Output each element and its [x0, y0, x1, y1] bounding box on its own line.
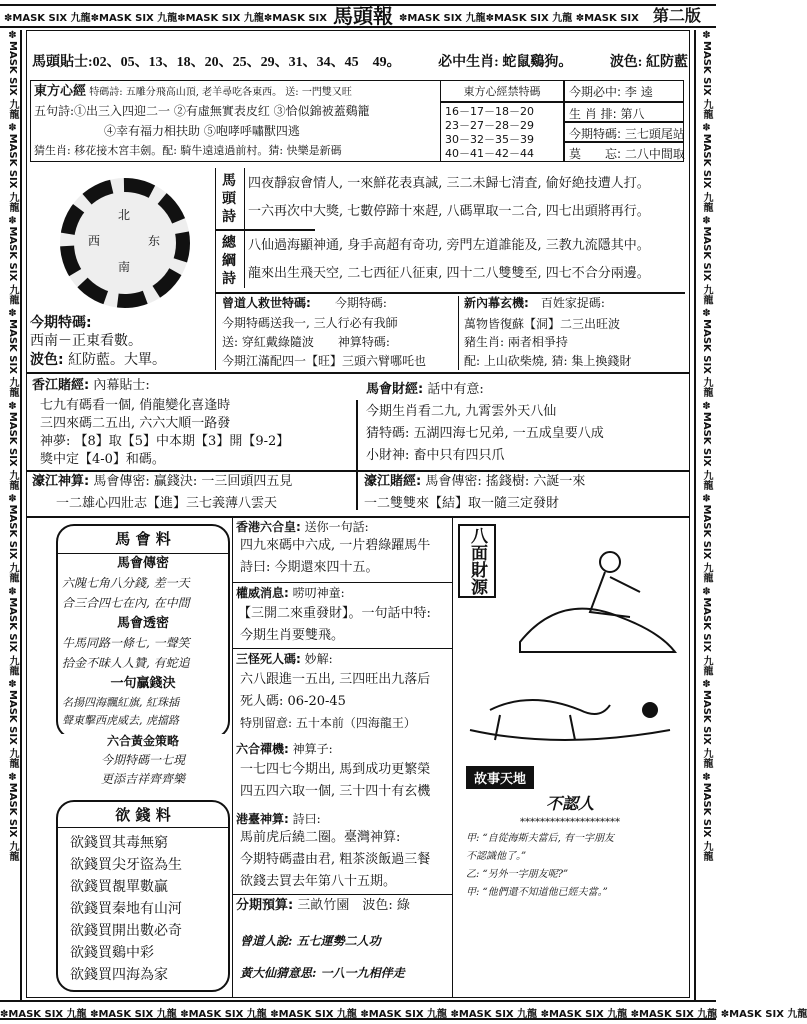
general-poem-label: 總綱詩: [222, 235, 236, 287]
divider: [458, 296, 459, 370]
edition-label: 第二版: [652, 6, 701, 25]
zodiac-label: 必中生肖:: [438, 55, 499, 70]
gangtai-title-text: 港臺神算:: [236, 812, 289, 826]
dongfang-poem: [34, 84, 352, 101]
info-value: 第八: [620, 107, 645, 121]
special-wave-label: 波色:: [30, 352, 64, 368]
tips-label: 馬頭貼士:: [32, 55, 93, 70]
neimu-title-text: 新內幕玄機:: [464, 296, 529, 310]
ban-row: 23－27－28－29: [445, 119, 534, 132]
top-border-strip: [0, 4, 716, 28]
wave-line: [610, 54, 688, 72]
compass-wheel: [60, 178, 190, 308]
compass-west: 西: [88, 234, 101, 248]
haojiang-du-sub: 馬會傳密: 搖錢樹: 六誕一來: [425, 474, 586, 489]
neimu-sub: 百姓家捉碼:: [540, 296, 605, 310]
fenqi-value: 三畝竹園 波色: 綠: [297, 898, 410, 913]
yuqian-item: 欲錢買四海為家: [70, 967, 168, 983]
zeng-line: 今期特碼送我一, 三人行必有我師: [222, 316, 398, 330]
xiangjiang-line: 三四來碼二五出, 六六大順一路發: [40, 416, 231, 431]
zeng-title: [222, 296, 387, 312]
tips-row: [32, 54, 688, 72]
story-line: 甲: “他們還不知道他已經夫當。”: [466, 887, 608, 898]
sanguai-sub: 妙解:: [304, 652, 333, 666]
mahui-liao-line: 今期特碼一七現: [100, 753, 185, 767]
divider: [215, 229, 315, 231]
neimu-title: [464, 296, 605, 312]
story-line: 甲: “自從海斯夫當后, 有一字朋友: [466, 833, 615, 844]
haojiang-shen-title-text: 濠江神算:: [32, 474, 90, 489]
right-border-strip: ✽MASK SIX 九龍 ✽MASK SIX 九龍 ✽MASK SIX 九龍 ✽MASK SIX 九龍 ✽MASK SIX 九龍 ✽MASK SIX 九龍 ✽MASK SIX 九龍 ✽MASK SIX 九龍 ✽MASK SIX 九龍: [694, 30, 714, 1000]
mahui-liao-title: 馬 會 料: [115, 530, 171, 548]
quanwei-line: 【三開二來重發財】。一句話中特:: [238, 606, 431, 621]
horse-poem-line: 四夜靜寂會情人, 一來鮮花表真誠, 三二未歸七清査, 偷好絶技遭人打。: [248, 176, 650, 191]
gangtai-title: [236, 812, 321, 828]
divider: [26, 516, 690, 518]
liuhe-star-line: 四九來碼中六成, 一片碧綠躍馬牛: [240, 538, 431, 553]
yuqian-item: 欲錢買其毒無窮: [70, 835, 168, 851]
xiangjiang-title-text: 香江賭經:: [32, 378, 90, 393]
chanji-title: [236, 742, 333, 758]
sanguai-line: 死人碼: 06-20-45: [240, 694, 346, 709]
info-row: [564, 142, 684, 162]
zengdao-line: 曾道人說: 五七運勢二人功: [240, 934, 381, 948]
divider: [232, 518, 233, 998]
xiangjiang-sub: 內幕貼士:: [93, 378, 150, 393]
yuqian-item: 欲錢買秦地有山河: [70, 901, 182, 917]
info-label: 今期必中:: [569, 85, 622, 99]
chanji-line: 四五四六取一個, 三十四十有玄機: [240, 784, 431, 799]
mahui-cai-line: 小財神: 畜中只有四只爪: [366, 448, 505, 463]
gangtai-line: 欲錢去買去年第八十五期。: [240, 874, 397, 889]
five-text-1: ①出三入四迎二一 ②有虛無實表皮红 ③恰似錦被蓋鷄籠: [74, 104, 370, 118]
mahui-liao-heading: 馬會傳密: [116, 556, 169, 571]
divider: [215, 292, 685, 294]
mahui-liao-heading: 六合黃金策略: [56, 734, 230, 750]
haojiang-du-line: 一二雙雙來【結】取一隨三定發財: [364, 496, 560, 511]
chanji-line: 一七四七今期出, 馬到成功更繁榮: [240, 762, 431, 777]
mahui-liao-line: 拾金不昧人人贊, 有蛇追: [62, 656, 190, 670]
story-title: 不認人: [545, 794, 594, 813]
info-value: 李 逵: [624, 85, 653, 99]
haojiang-du-title-text: 濠江賭經:: [364, 474, 422, 489]
chanji-sub: 神算子:: [292, 742, 333, 756]
left-border-strip: ✽MASK SIX 九龍 ✽MASK SIX 九龍 ✽MASK SIX 九龍 ✽MASK SIX 九龍 ✽MASK SIX 九龍 ✽MASK SIX 九龍 ✽MASK SIX 九龍 ✽MASK SIX 九龍 ✽MASK SIX 九龍: [2, 30, 22, 1000]
sanguai-line: 六八跟進一五出, 三四旺出九落后: [240, 672, 431, 687]
zeng-line: [222, 335, 390, 351]
mahui-cai-line: 猜特碼: 五湖四海七兄弟, 一五成皇要八成: [366, 426, 604, 441]
divider: [232, 648, 452, 649]
zeng-line-2b: 神算特碼:: [337, 335, 390, 349]
story-line: 乙: “另外一字朋友呢?”: [466, 869, 569, 880]
divider: [26, 470, 690, 472]
gangtai-line: 馬前虎后繞二圈。臺灣神算:: [240, 830, 401, 845]
yuqian-item: 欲錢買覩單數贏: [70, 879, 168, 895]
ban-row: 40－41－42－44: [445, 147, 534, 160]
story-separator: ********************: [520, 817, 620, 828]
special-title: 今期特碼:: [30, 315, 92, 331]
mahui-liao-line: 牛馬同路一條七, 一聲笑: [62, 636, 190, 650]
neimu-line: 配: 上山砍柴燒, 猜: 集上換錢財: [464, 354, 632, 368]
divider: [56, 553, 230, 554]
xiangjiang-title: [32, 378, 150, 395]
quanwei-title-text: 權威消息:: [236, 586, 289, 600]
guess-zodiac: 猜生肖: 移花接木宮丰劍。配: 騎牛遠遠過前村。猜: 快樂是新碼: [34, 144, 342, 157]
divider: [232, 894, 452, 895]
five-poem-1: [34, 104, 370, 120]
mahui-liao-line: 更添吉祥齊齊樂: [100, 772, 185, 786]
illustration-cat: [460, 670, 680, 750]
ban-row: 16－17－18－20: [445, 105, 534, 118]
info-value: 二八中間取: [624, 147, 685, 161]
divider: [232, 582, 452, 583]
mahui-liao-heading: 一句贏錢決: [110, 676, 176, 691]
mahui-cai-sub: 話中有意:: [427, 382, 484, 397]
xiangjiang-line: 神夢: 【8】取【5】中本期【3】開【9-2】: [40, 434, 290, 449]
yuqian-item: 欲錢買尖牙盜為生: [70, 857, 182, 873]
general-poem-line: 龍來出生飛天空, 二七西征八征東, 四十二八雙雙至, 四七不合分兩邊。: [248, 266, 650, 281]
haojiang-shen-title: [32, 474, 292, 491]
info-row: [564, 102, 684, 122]
info-row: [564, 80, 684, 102]
haojiang-shen-line: 一二雄心四壯志【進】三七義薄八雲天: [56, 496, 278, 511]
sanguai-title-text: 三怪死人碼:: [236, 652, 301, 666]
mahui-liao-line: 聲東擊西虎威去, 虎擋路: [62, 714, 179, 727]
mahui-cai-title-text: 馬會財經:: [366, 382, 424, 397]
xiangjiang-line: 獎中定【4-0】和碼。: [40, 452, 165, 467]
quanwei-line: 今期生肖要雙飛。: [240, 628, 345, 643]
masthead-title: 馬頭報: [332, 4, 393, 28]
gangtai-sub: 詩曰:: [292, 812, 321, 826]
info-label: 莫 忘:: [569, 147, 622, 161]
haojiang-shen-sub: 馬會傳密: 贏錢決: 一三回頭四五見: [93, 474, 293, 489]
mahui-cai-line: 今期生肖看二九, 九霄雲外天八仙: [366, 404, 557, 419]
yuqian-title: 欲 錢 料: [115, 806, 171, 824]
strip-text: ✽MASK SIX 九龍✽MASK SIX 九龍✽MASK SIX 九龍✽MASK SIX: [4, 12, 327, 24]
divider: [215, 168, 216, 370]
mahui-liao-line: 六隗七角八分錢, 差一天: [62, 576, 190, 590]
liuhe-star-line: 詩曰: 今期還來四十五。: [240, 560, 379, 575]
liuhe-star-title-text: 香港六合皇:: [236, 520, 301, 534]
mahui-liao-line: 合三合四七在內, 在中間: [62, 596, 190, 610]
yuqian-item: 欲錢買鷄中彩: [70, 945, 154, 961]
compass-east: 东: [148, 234, 161, 248]
gangtai-line: 今期特碼盡由君, 粗茶淡飯過三餐: [240, 852, 431, 867]
horse-poem-line: 一六再次中大獎, 七數停蹄十來趕, 八碼單取一二合, 四七出頭將再行。: [248, 204, 650, 219]
ban-row: 30－32－35－39: [445, 133, 534, 146]
liuhe-star-title: [236, 520, 369, 536]
dongfang-title: 東方心經: [34, 84, 87, 99]
wave-label: 波色:: [609, 55, 643, 70]
special-line: 西南－正東看數。: [30, 333, 142, 349]
mahui-cai-title: [366, 382, 484, 399]
special-wave: [30, 351, 166, 369]
zeng-title-text: 曾道人救世特碼:: [222, 296, 311, 310]
compass-south: 南: [118, 260, 131, 274]
horse-poem-label: 馬頭詩: [222, 173, 236, 225]
fenqi-title: 分期預算:: [236, 898, 294, 913]
divider: [26, 372, 690, 374]
ban-table: [440, 102, 564, 162]
info-label: 生 肖 排:: [569, 107, 617, 121]
zeng-line-2: 送: 穿紅戴綠隨波: [222, 335, 314, 349]
haojiang-du-title: [364, 474, 585, 491]
neimu-line: 豬生肖: 兩者相爭持: [464, 335, 568, 349]
fenqi-line: [236, 898, 410, 915]
zodiac-line: [438, 54, 572, 72]
mahui-liao-heading: 馬會透密: [116, 616, 169, 631]
bottom-border-strip: ✽MASK SIX 九龍 ✽MASK SIX 九龍 ✽MASK SIX 九龍 ✽MASK SIX 九龍 ✽MASK SIX 九龍 ✽MASK SIX 九龍 ✽MASK SIX 九龍 ✽MASK SIX 九龍 ✽MASK SIX 九龍: [0, 1000, 716, 1020]
zodiac-value: 蛇鼠鷄狗。: [502, 55, 573, 70]
sanguai-line: 特別留意: 五十本前（四海龍王）: [240, 716, 416, 730]
divider: [356, 400, 358, 510]
yuqian-list: [70, 832, 182, 986]
yuqian-item: 欲錢買開出數必奇: [70, 923, 182, 939]
info-value: 三七頭尾站: [624, 127, 685, 141]
sanguai-title: [236, 652, 333, 668]
info-row: [564, 122, 684, 142]
strip-text-right: ✽MASK SIX 九龍✽MASK SIX 九龍 ✽MASK SIX: [398, 12, 639, 24]
five-poem-2: ④幸有福力相扶助 ⑤咆哮呼嘯獸四逃: [104, 124, 300, 138]
quanwei-sub: 唠叨神童:: [292, 586, 345, 600]
tips-numbers: 02、05、13、18、20、25、29、31、34、45 49。: [92, 55, 401, 70]
info-label: 今期特碼:: [569, 127, 622, 141]
huangdaxian-line: 黃大仙猜意思: 一八一九相伴走: [240, 966, 405, 980]
xiangjiang-line: 七九有碼看一個, 俏龍變化喜逢時: [40, 398, 231, 413]
story-tag: 故事天地: [466, 766, 534, 789]
zeng-sub: 今期特碼:: [334, 296, 387, 310]
zeng-line: 今期江滿配四一【旺】三頭六臂哪吒也: [222, 354, 427, 368]
compass-north: 北: [118, 208, 131, 222]
five-label: 五句詩:: [34, 104, 75, 118]
special-wave-value: 紅防藍。大單。: [68, 352, 167, 368]
liuhe-star-sub: 送你一句話:: [304, 520, 369, 534]
illustration-man-fishing: [500, 522, 680, 662]
tips-line: [32, 54, 401, 72]
chanji-title-text: 六合禪機:: [236, 742, 289, 756]
divider: [452, 518, 453, 998]
divider: [56, 827, 230, 828]
story-line: 不認識他了。”: [466, 851, 527, 862]
divider: [244, 168, 245, 288]
general-poem-line: 八仙過海顯神通, 身手高超有奇功, 旁門左道誰能及, 三教九流隱其中。: [248, 238, 650, 253]
quanwei-title: [236, 586, 345, 602]
mahui-liao-line: 名揚四海飄紅旗, 紅珠插: [62, 696, 179, 709]
neimu-line: 萬物皆復蘇【洞】二三出旺波: [464, 317, 621, 331]
bamian-caiyuan-badge: 八面財源: [458, 524, 496, 598]
ban-table-title: 東方心經禁特碼: [440, 80, 564, 102]
wave-value: 紅防藍: [645, 55, 688, 70]
dongfang-poem-text: 特碼詩: 五雕分飛高山頂, 老羊尋吃各東西。 送: 一門雙又旺: [89, 87, 352, 98]
